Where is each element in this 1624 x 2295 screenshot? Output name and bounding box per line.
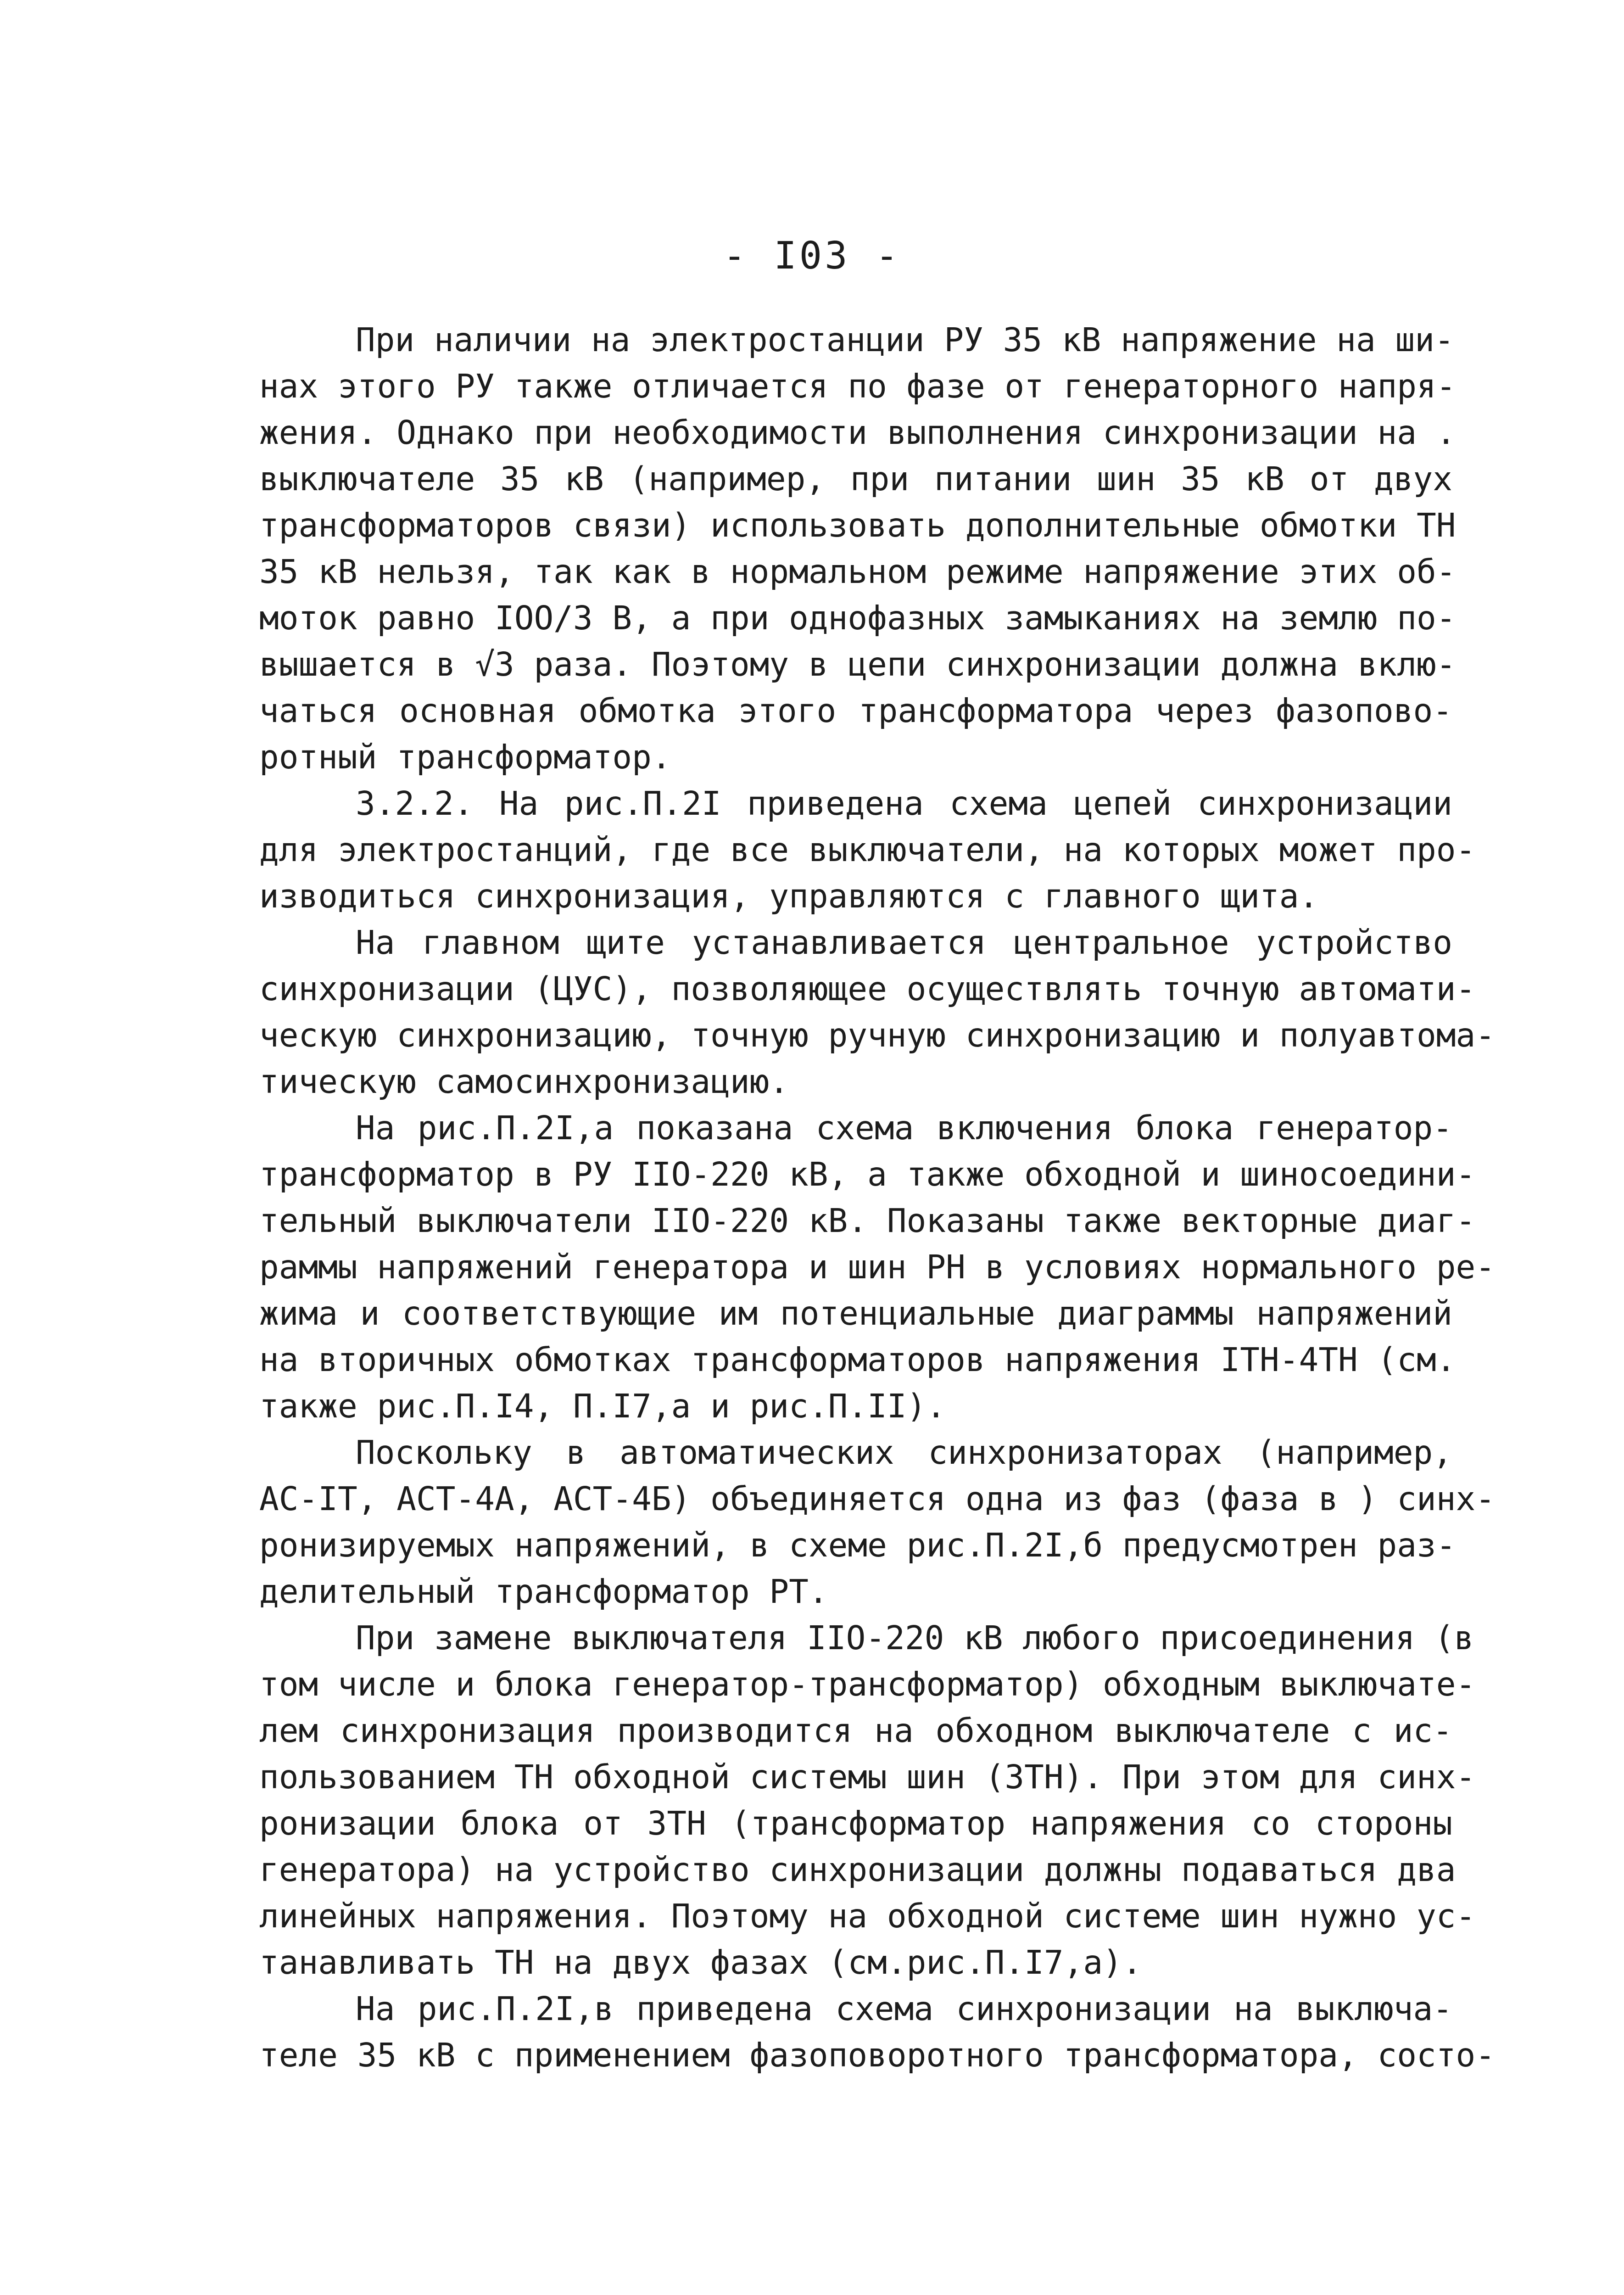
text-line: том числе и блока генератор-трансформатор) обходным выключате- — [259, 1665, 1476, 1703]
text-line: выключателе 35 кВ (например, при питании шин 35 кВ от двух — [259, 460, 1452, 498]
text-line: вышается в √3 раза. Поэтому в цепи синхронизации должна вклю- — [259, 645, 1456, 683]
text-line: пользованием ТН обходной системы шин (3ТН). При этом для синх- — [259, 1758, 1476, 1796]
text-line: При наличии на электростанции РУ 35 кВ напряжение на ши- — [356, 321, 1454, 359]
text-line: линейных напряжения. Поэтому на обходной системе шин нужно ус- — [259, 1897, 1476, 1935]
text-line: теле 35 кВ с применением фазоповоротного трансформатора, состо- — [259, 2036, 1495, 2074]
text-line: синхронизации (ЦУС), позволяющее осуществлять точную автомати- — [259, 970, 1476, 1008]
text-line: На главном щите устанавливается центральное устройство — [356, 924, 1452, 962]
text-line: танавливать ТН на двух фазах (см.рис.П.I7,а). — [259, 1943, 1142, 1982]
text-line: для электростанций, где все выключатели, на которых может про- — [259, 831, 1476, 869]
text-line: также рис.П.I4, П.I7,а и рис.П.II). — [259, 1387, 946, 1425]
text-line: ротный трансформатор. — [259, 738, 671, 776]
text-line: ческую синхронизацию, точную ручную синхронизацию и полуавтома- — [259, 1016, 1495, 1054]
text-line: нах этого РУ также отличается по фазе от генераторного напря- — [259, 367, 1456, 405]
text-line: делительный трансформатор РТ. — [259, 1573, 828, 1611]
text-line: жима и соответствующие им потенциальные диаграммы напряжений — [259, 1294, 1452, 1332]
text-line: жения. Однако при необходимости выполнения синхронизации на . — [259, 414, 1456, 452]
text-line: Поскольку в автоматических синхронизаторах (например, — [356, 1433, 1452, 1472]
text-line: На рис.П.2I,в приведена схема синхронизации на выключа- — [356, 1990, 1452, 2028]
text-line: генератора) на устройство синхронизации должны подаваться два — [259, 1851, 1456, 1889]
text-line: тельный выключатели IIO-220 кВ. Показаны также векторные диаг- — [259, 1202, 1476, 1240]
text-line: 3.2.2. На рис.П.2I приведена схема цепей синхронизации — [356, 784, 1452, 823]
text-line: изводиться синхронизация, управляются с главного щита. — [259, 877, 1319, 915]
text-line: 35 кВ нельзя, так как в нормальном режиме напряжение этих об- — [259, 553, 1456, 591]
text-line: АС-IТ, АСТ-4А, АСТ-4Б) объединяется одна из фаз (фаза в ) синх- — [259, 1480, 1495, 1518]
text-line: лем синхронизация производится на обходном выключателе с ис- — [259, 1712, 1452, 1750]
body-text — [259, 317, 1495, 2078]
text-line: моток равно IOO/3 В, а при однофазных замыканиях на землю по- — [259, 599, 1456, 637]
text-line: трансформаторов связи) использовать дополнительные обмотки ТН — [259, 506, 1456, 544]
text-line: чаться основная обмотка этого трансформатора через фазопово- — [259, 692, 1452, 730]
text-line: На рис.П.2I,а показана схема включения блока генератор- — [356, 1109, 1452, 1147]
page-number: - I03 - — [723, 234, 901, 278]
text-line: При замене выключателя IIO-220 кВ любого присоединения (в — [356, 1619, 1474, 1657]
text-line: тическую самосинхронизацию. — [259, 1063, 789, 1101]
text-line: ронизируемых напряжений, в схеме рис.П.2I,б предусмотрен раз- — [259, 1526, 1456, 1564]
text-line: ронизации блока от 3ТН (трансформатор напряжения со стороны — [259, 1804, 1452, 1842]
text-line: трансформатор в РУ IIO-220 кВ, а также обходной и шиносоедини- — [259, 1155, 1476, 1193]
text-line: на вторичных обмотках трансформаторов напряжения ITH-4TH (см. — [259, 1341, 1456, 1379]
text-line: раммы напряжений генератора и шин РН в условиях нормального ре- — [259, 1248, 1495, 1286]
